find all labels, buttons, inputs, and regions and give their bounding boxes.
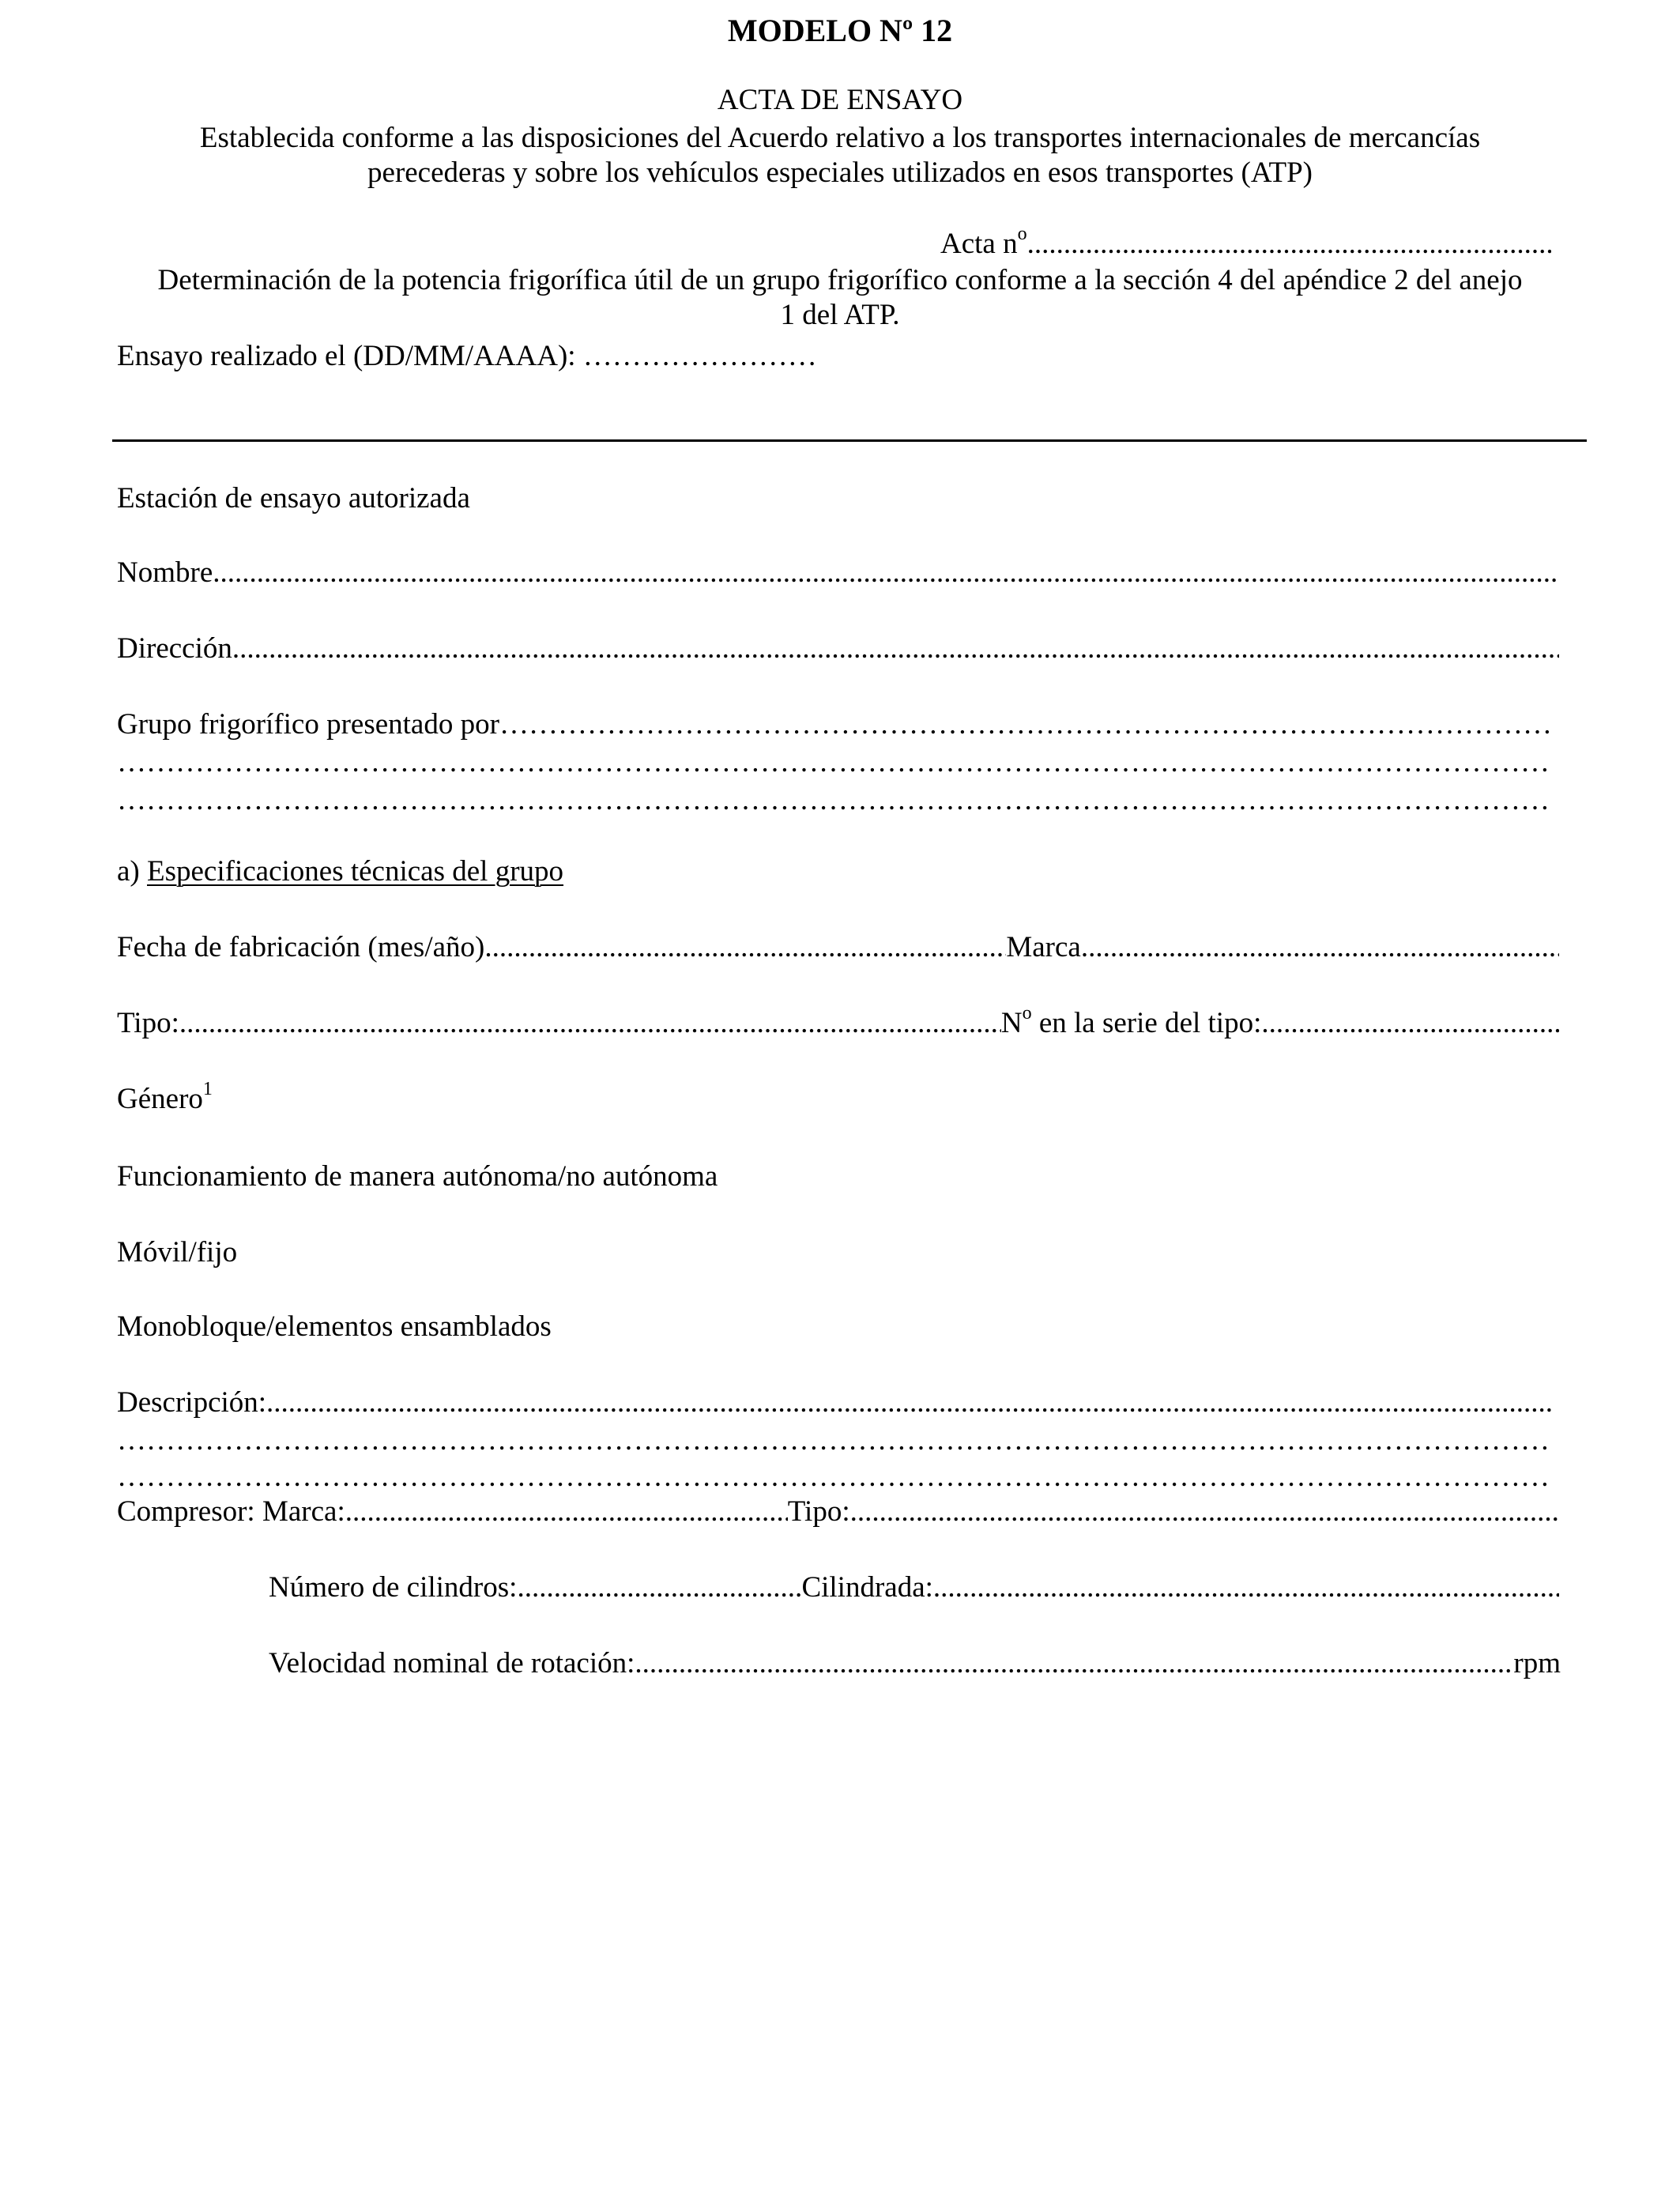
rotation-speed-dotted-line	[635, 1646, 1513, 1682]
model-title: MODELO Nº 12	[727, 13, 953, 48]
test-date-label: Ensayo realizado el (DD/MM/AAAA):	[117, 340, 583, 372]
compressor-type-dotted-line	[850, 1494, 1559, 1530]
cylinders-label: Número de cilindros:	[269, 1571, 518, 1604]
mobility-option[interactable]: Móvil/fijo	[117, 1236, 238, 1269]
subtitle-line-2: perecederas y sobre los vehículos especiales utilizados en esos transportes (ATP)	[367, 156, 1313, 189]
continuation-dotted-line	[117, 745, 1551, 781]
compressor-type-label: Tipo:	[787, 1495, 850, 1528]
operation-option[interactable]: Funcionamiento de manera autónoma/no autónoma	[117, 1160, 718, 1193]
description-continuation-2[interactable]	[117, 1459, 1551, 1495]
construction-option[interactable]: Monobloque/elementos ensamblados	[117, 1310, 552, 1343]
acta-number-field[interactable]	[940, 223, 1551, 262]
station-address-field[interactable]	[117, 631, 1559, 667]
horizontal-divider	[112, 439, 1587, 442]
station-name-field[interactable]	[117, 555, 1559, 591]
compressor-brand-label: Compresor: Marca:	[117, 1495, 345, 1528]
specs-section-title: Especificaciones técnicas del grupo	[147, 855, 564, 888]
acta-dotted-line	[1027, 226, 1551, 262]
description-continuation-1[interactable]	[117, 1423, 1551, 1459]
station-name-dotted-line	[213, 555, 1559, 591]
continuation-dotted-line	[117, 782, 1551, 819]
serial-dotted-line	[1261, 1005, 1559, 1042]
rpm-unit: rpm	[1513, 1647, 1561, 1679]
station-address-dotted-line	[232, 631, 1559, 667]
station-name-label: Nombre	[117, 556, 213, 589]
acta-label: Acta $n^o$	[940, 223, 1027, 260]
displacement-label: Cilindrada:	[801, 1571, 933, 1604]
manufacture-brand-row[interactable]	[117, 929, 1559, 966]
purpose-line-2: 1 del ATP.	[780, 299, 900, 331]
rotation-speed-row[interactable]	[269, 1646, 1561, 1682]
subtitle-line-1: Establecida conforme a las disposiciones del Acuerdo relativo a los transportes internacionales de mercancías	[199, 122, 1481, 154]
description-label: Descripción:	[117, 1386, 267, 1419]
rotation-speed-label: Velocidad nominal de rotación:	[269, 1647, 635, 1679]
document-type: ACTA DE ENSAYO	[717, 84, 963, 116]
test-date-value: ……………………	[582, 340, 817, 372]
purpose-line-1: Determinación de la potencia frigorífica útil de un grupo frigorífico conforme a la sección 4 del apéndice 2 del anejo	[157, 264, 1523, 296]
brand-label: Marca	[1006, 931, 1081, 963]
continuation-dotted-line	[117, 1459, 1551, 1495]
manufacture-date-dotted-line	[484, 929, 1006, 966]
displacement-dotted-line	[933, 1570, 1559, 1606]
test-date-field[interactable]	[117, 338, 817, 375]
manufacture-date-label: Fecha de fabricación (mes/año)	[117, 931, 485, 963]
serial-label: $N^o$ en la serie del tipo:	[1000, 1002, 1262, 1039]
cylinders-row[interactable]	[269, 1570, 1559, 1606]
presented-by-label: Grupo frigorífico presentado por	[117, 708, 499, 741]
continuation-dotted-line	[117, 1423, 1551, 1459]
footnote-marker: 1	[202, 1078, 213, 1099]
presented-by-continuation-2[interactable]	[117, 782, 1551, 819]
specs-section-heading: a) Especificaciones técnicas del grupo	[117, 855, 564, 888]
cylinders-dotted-line	[517, 1570, 801, 1606]
description-dotted-line	[266, 1385, 1551, 1421]
presented-by-continuation-1[interactable]	[117, 745, 1551, 781]
type-serial-row[interactable]	[117, 1002, 1559, 1042]
description-field[interactable]	[117, 1385, 1551, 1421]
type-label: Tipo:	[117, 1007, 179, 1039]
brand-dotted-line	[1081, 929, 1559, 966]
compressor-brand-dotted-line	[345, 1494, 788, 1530]
genre-label: Género$^1$	[117, 1078, 213, 1115]
station-heading: Estación de ensayo autorizada	[117, 482, 470, 515]
presented-by-dotted-line	[499, 707, 1551, 743]
presented-by-field[interactable]	[117, 707, 1551, 743]
type-dotted-line	[179, 1005, 1001, 1042]
compressor-row[interactable]	[117, 1494, 1559, 1530]
station-address-label: Dirección	[117, 632, 232, 665]
